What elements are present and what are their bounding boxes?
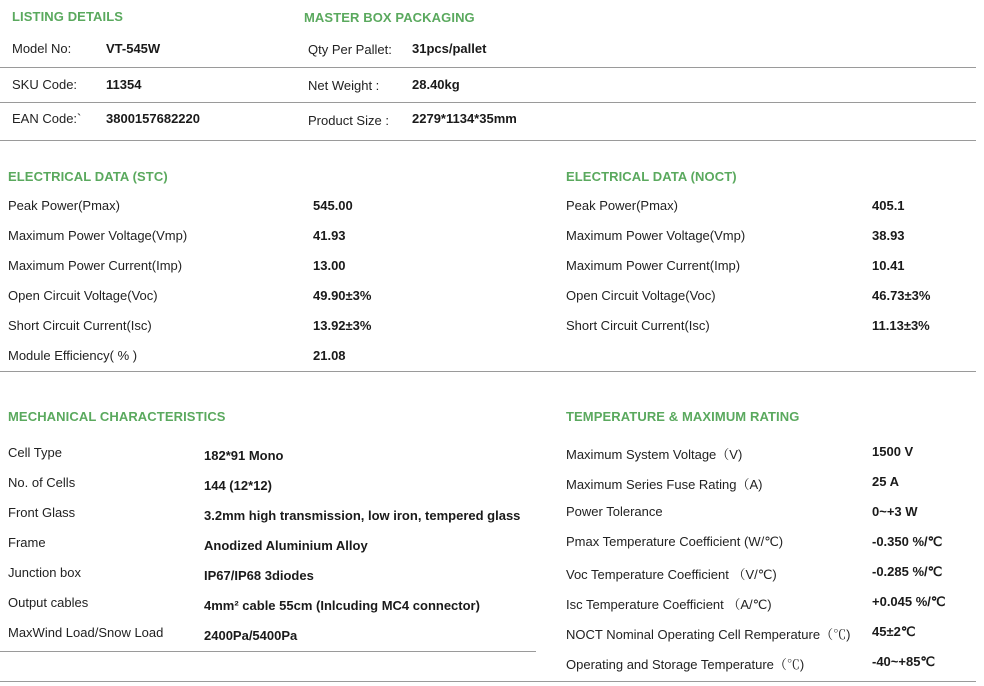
mechanical-row-label: Front Glass bbox=[8, 505, 76, 520]
mechanical-row-label: MaxWind Load/Snow Load bbox=[8, 625, 164, 640]
temperature-row-label: Maximum System Voltage（V) bbox=[566, 447, 743, 462]
stc-row-value: 41.93 bbox=[313, 228, 346, 243]
divider bbox=[0, 102, 976, 103]
temperature-row-value: 0~+3 W bbox=[872, 504, 918, 519]
mechanical-row-value: Anodized Aluminium Alloy bbox=[204, 538, 368, 553]
listing-details-heading: LISTING DETAILS bbox=[12, 9, 124, 24]
mechanical-heading: MECHANICAL CHARACTERISTICS bbox=[8, 409, 226, 424]
temperature-row-label: Voc Temperature Coefficient （V/℃) bbox=[566, 567, 777, 582]
temperature-row-label: Pmax Temperature Coefficient (W/℃) bbox=[566, 534, 784, 549]
stc-row-value: 13.92±3% bbox=[313, 318, 372, 333]
temperature-row-value: -0.350 %/℃ bbox=[872, 534, 943, 549]
stc-row-value: 545.00 bbox=[313, 198, 353, 213]
stc-row-label: Open Circuit Voltage(Voc) bbox=[8, 288, 158, 303]
mechanical-row-label: Cell Type bbox=[8, 445, 62, 460]
mechanical-row-value: IP67/IP68 3diodes bbox=[204, 568, 314, 583]
temperature-row-value: 45±2℃ bbox=[872, 624, 916, 639]
divider bbox=[0, 681, 976, 682]
mechanical-row-value: 3.2mm high transmission, low iron, tempered glass bbox=[204, 508, 521, 523]
mechanical-row-value: 182*91 Mono bbox=[204, 448, 284, 463]
product-size-label: Product Size : bbox=[308, 113, 389, 128]
mechanical-row-label: Output cables bbox=[8, 595, 89, 610]
sku-code-label: SKU Code: bbox=[12, 77, 78, 92]
noct-row-label: Peak Power(Pmax) bbox=[566, 198, 678, 213]
stc-row-label: Peak Power(Pmax) bbox=[8, 198, 120, 213]
sku-code-value: 11354 bbox=[106, 77, 142, 92]
mechanical-row-label: Frame bbox=[8, 535, 46, 550]
temperature-row-value: -40~+85℃ bbox=[872, 654, 936, 669]
mechanical-row-value: 4mm² cable 55cm (Inlcuding MC4 connector) bbox=[204, 598, 480, 613]
net-weight-value: 28.40kg bbox=[412, 77, 460, 92]
stc-row-label: Maximum Power Voltage(Vmp) bbox=[8, 228, 188, 243]
noct-row-label: Maximum Power Voltage(Vmp) bbox=[566, 228, 746, 243]
noct-heading: ELECTRICAL DATA (NOCT) bbox=[566, 169, 737, 184]
stc-row-value: 21.08 bbox=[313, 348, 346, 363]
model-no-value: VT-545W bbox=[106, 41, 161, 56]
mechanical-row-value: 144 (12*12) bbox=[204, 478, 272, 493]
temperature-row-value: 1500 V bbox=[872, 444, 914, 459]
divider bbox=[0, 371, 976, 372]
temperature-row-value: +0.045 %/℃ bbox=[872, 594, 946, 609]
noct-row-value: 405.1 bbox=[872, 198, 905, 213]
stc-row-label: Module Efficiency( % ) bbox=[8, 348, 138, 363]
stc-heading: ELECTRICAL DATA (STC) bbox=[8, 169, 168, 184]
noct-row-value: 11.13±3% bbox=[872, 318, 930, 333]
stc-row-label: Short Circuit Current(Isc) bbox=[8, 318, 152, 333]
temperature-row-label: Maximum Series Fuse Rating（A) bbox=[566, 477, 763, 492]
qty-per-pallet-label: Qty Per Pallet: bbox=[308, 42, 392, 57]
noct-row-label: Open Circuit Voltage(Voc) bbox=[566, 288, 716, 303]
product-size-value: 2279*1134*35mm bbox=[412, 111, 517, 126]
temperature-row-label: Isc Temperature Coefficient （A/℃) bbox=[566, 597, 772, 612]
divider bbox=[0, 140, 976, 141]
mechanical-row-label: Junction box bbox=[8, 565, 81, 580]
temperature-heading: TEMPERATURE & MAXIMUM RATING bbox=[566, 409, 800, 424]
master-box-heading: MASTER BOX PACKAGING bbox=[304, 10, 475, 25]
divider bbox=[0, 651, 536, 652]
temperature-row-label: Operating and Storage Temperature（℃) bbox=[566, 657, 805, 672]
mechanical-row-label: No. of Cells bbox=[8, 475, 76, 490]
noct-row-value: 46.73±3% bbox=[872, 288, 931, 303]
temperature-row-value: 25 A bbox=[872, 474, 899, 489]
stc-row-value: 49.90±3% bbox=[313, 288, 372, 303]
qty-per-pallet-value: 31pcs/pallet bbox=[412, 41, 487, 56]
temperature-row-label: Power Tolerance bbox=[566, 504, 663, 519]
stc-row-label: Maximum Power Current(Imp) bbox=[8, 258, 183, 273]
noct-row-label: Short Circuit Current(Isc) bbox=[566, 318, 710, 333]
divider bbox=[0, 67, 976, 68]
stc-row-value: 13.00 bbox=[313, 258, 346, 273]
ean-code-label: EAN Code:` bbox=[12, 111, 82, 126]
noct-row-value: 38.93 bbox=[872, 228, 905, 243]
noct-row-value: 10.41 bbox=[872, 258, 905, 273]
ean-code-value: 3800157682220 bbox=[106, 111, 200, 126]
net-weight-label: Net Weight : bbox=[308, 78, 380, 93]
temperature-row-value: -0.285 %/℃ bbox=[872, 564, 943, 579]
noct-row-label: Maximum Power Current(Imp) bbox=[566, 258, 741, 273]
temperature-row-label: NOCT Nominal Operating Cell Remperature（℃) bbox=[566, 627, 851, 642]
model-no-label: Model No: bbox=[12, 41, 72, 56]
mechanical-row-value: 2400Pa/5400Pa bbox=[204, 628, 298, 643]
